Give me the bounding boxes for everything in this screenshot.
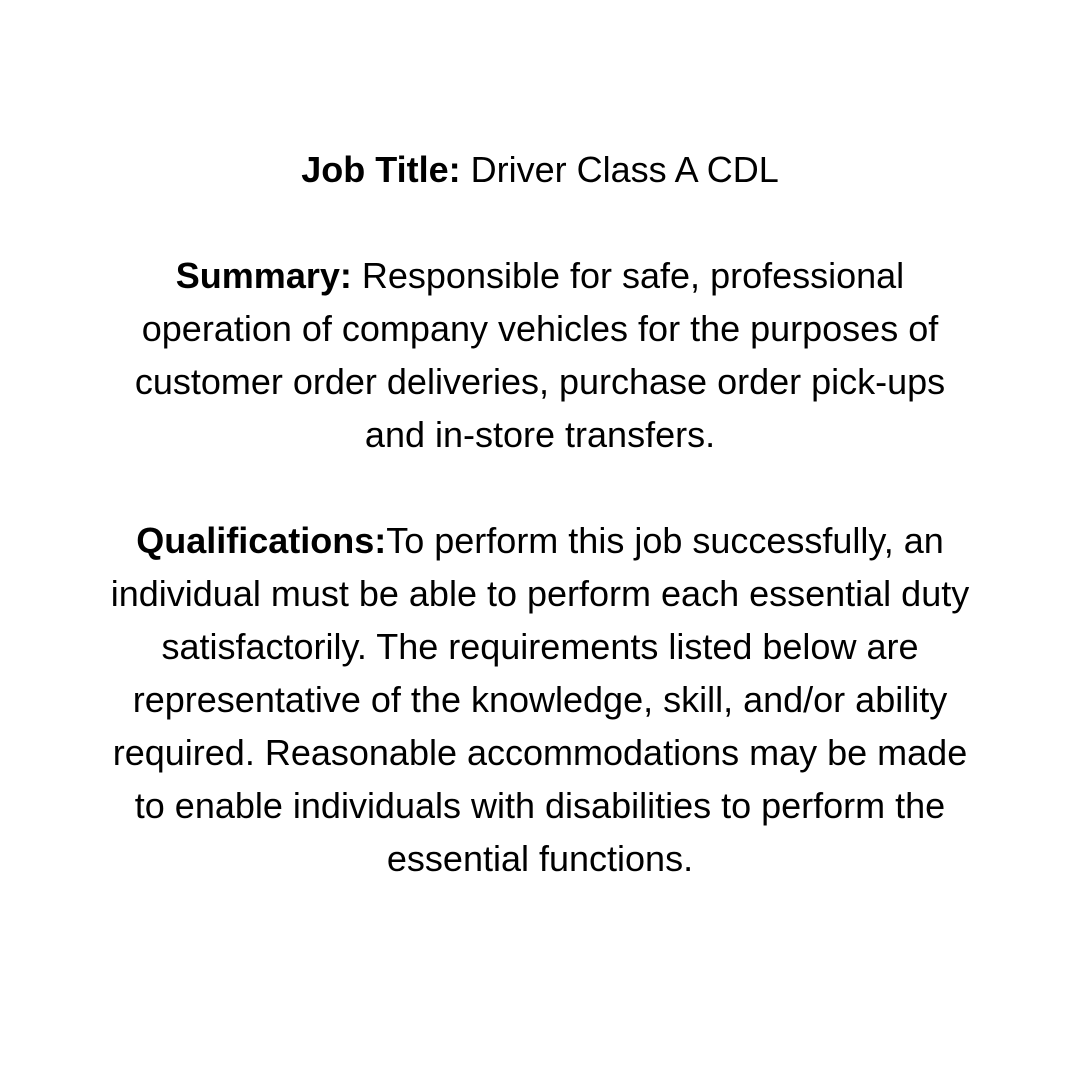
- job-description: [100, 143, 980, 938]
- qualifications-text: To perform this job successfully, an individual must be able to perform each essential duty satisfactorily. The requirements listed below are representative of the knowledge, skill, and/or ability required. Reasonable accommodations may be made to enable individuals with disabilities to perform the essential functions.: [110, 520, 970, 879]
- job-title-line: [100, 143, 980, 196]
- summary-paragraph: [100, 249, 980, 461]
- qualifications-paragraph: [100, 514, 980, 885]
- job-title-value: Driver Class A CDL: [470, 149, 779, 190]
- summary-text: Responsible for safe, professional operation of company vehicles for the purposes of customer order deliveries, purchase order pick-ups and in-store transfers.: [134, 255, 946, 455]
- summary-label: Summary:: [175, 255, 352, 296]
- qualifications-label: Qualifications:: [136, 520, 387, 561]
- job-title-label: Job Title:: [301, 149, 461, 190]
